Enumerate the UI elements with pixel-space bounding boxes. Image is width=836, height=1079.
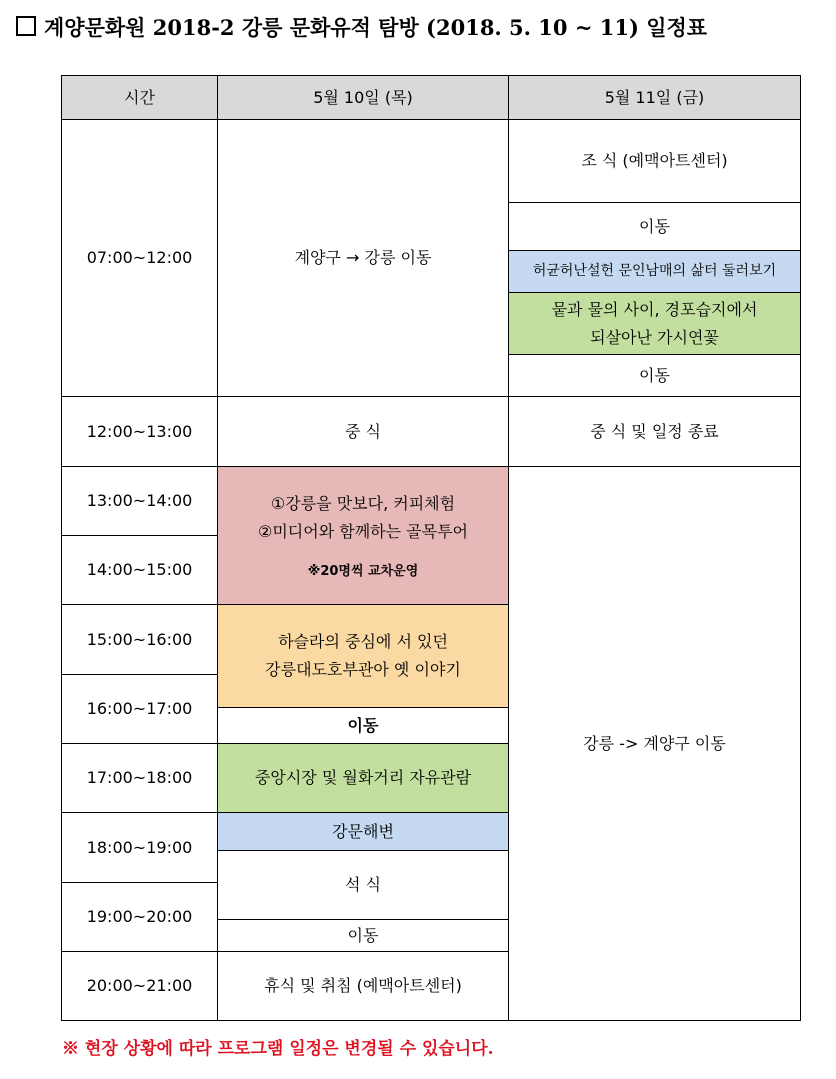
table-row bbox=[62, 120, 801, 203]
day1-move-cell: 이동 bbox=[218, 708, 509, 744]
day1-dinner-cell: 석 식 bbox=[218, 851, 509, 920]
checkbox-square-icon bbox=[16, 16, 36, 36]
day2-return-cell: 강릉 -> 계양구 이동 bbox=[509, 467, 801, 1021]
footer-notice: ※ 현장 상황에 따라 프로그램 일정은 변경될 수 있습니다. bbox=[62, 1039, 494, 1059]
time-cell: 20:00~21:00 bbox=[62, 952, 218, 1021]
day1-move-cell: 계양구 → 강릉 이동 bbox=[218, 120, 509, 397]
history-line2: 강릉대도호부관아 옛 이야기 bbox=[265, 660, 461, 679]
day2-move-cell: 이동 bbox=[509, 355, 801, 397]
day1-rest-cell: 휴식 및 취침 (예맥아트센터) bbox=[218, 952, 509, 1021]
day2-heo-siblings-cell: 허균허난설헌 문인남매의 삶터 둘러보기 bbox=[509, 251, 801, 293]
day1-lunch-cell: 중 식 bbox=[218, 397, 509, 467]
table-row bbox=[62, 397, 801, 467]
time-cell: 18:00~19:00 bbox=[62, 813, 218, 883]
coffee-line2: ②미디어와 함께하는 골목투어 bbox=[258, 522, 468, 542]
day2-breakfast-cell: 조 식 (예맥아트센터) bbox=[509, 120, 801, 203]
day1-beach-cell: 강문해변 bbox=[218, 813, 509, 851]
day1-move-cell: 이동 bbox=[218, 920, 509, 952]
time-cell: 16:00~17:00 bbox=[62, 675, 218, 744]
time-cell: 15:00~16:00 bbox=[62, 605, 218, 675]
day1-history-cell bbox=[218, 605, 509, 708]
header-day2: 5월 11일 (금) bbox=[509, 76, 801, 120]
coffee-line1: ①강릉을 맛보다, 커피체험 bbox=[270, 494, 456, 514]
history-line1: 하슬라의 중심에 서 있던 bbox=[278, 632, 448, 651]
coffee-note: ※20명씩 교차운영 bbox=[307, 564, 419, 580]
page-title bbox=[16, 12, 707, 42]
header-row bbox=[62, 76, 801, 120]
header-day1: 5월 10일 (목) bbox=[218, 76, 509, 120]
time-cell: 13:00~14:00 bbox=[62, 467, 218, 536]
day1-coffee-cell bbox=[218, 467, 509, 605]
day2-move-cell: 이동 bbox=[509, 203, 801, 251]
schedule-table bbox=[61, 75, 801, 1021]
time-cell: 19:00~20:00 bbox=[62, 883, 218, 952]
day2-lunch-end-cell: 중 식 및 일정 종료 bbox=[509, 397, 801, 467]
title-text: 계양문화원 2018-2 강릉 문화유적 탐방 (2018. 5. 10 ~ 11) 일정표 bbox=[44, 15, 708, 40]
time-cell: 14:00~15:00 bbox=[62, 536, 218, 605]
gyeongpo-line1: 뭍과 물의 사이, 경포습지에서 bbox=[551, 299, 758, 319]
table-row bbox=[62, 467, 801, 536]
header-time: 시간 bbox=[62, 76, 218, 120]
day1-market-cell: 중앙시장 및 월화거리 자유관람 bbox=[218, 744, 509, 813]
time-cell: 07:00~12:00 bbox=[62, 120, 218, 397]
time-cell: 12:00~13:00 bbox=[62, 397, 218, 467]
day2-gyeongpo-cell bbox=[509, 293, 801, 355]
gyeongpo-line2: 되살아난 가시연꽃 bbox=[590, 327, 719, 347]
time-cell: 17:00~18:00 bbox=[62, 744, 218, 813]
